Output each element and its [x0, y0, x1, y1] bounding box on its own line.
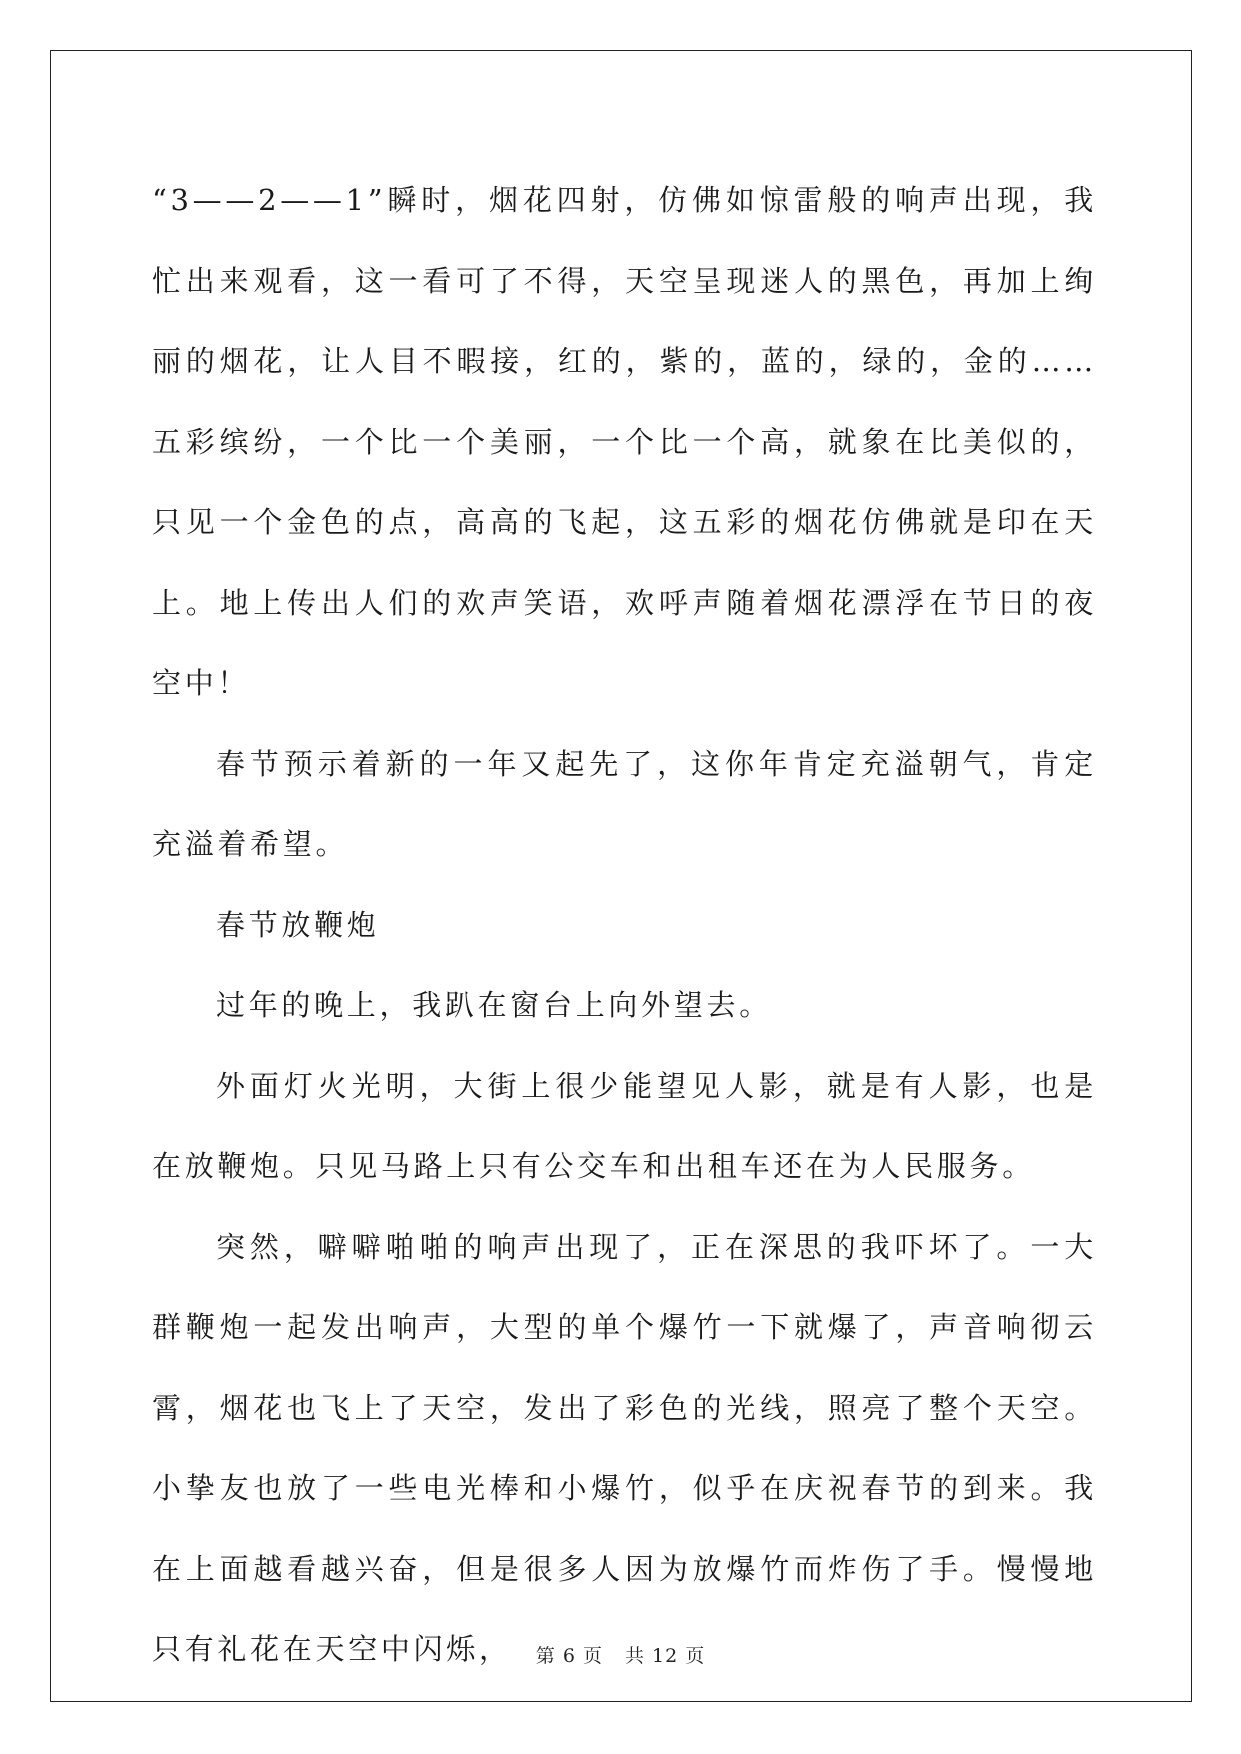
- paragraph-4: 外面灯火光明，大街上很少能望见人影，就是有人影，也是在放鞭炮。只见马路上只有公交车和出租车还在为人民服务。: [152, 1068, 1097, 1183]
- paragraph-5: 突然，噼噼啪啪的响声出现了，正在深思的我吓坏了。一大群鞭炮一起发出响声，大型的单个爆竹一下就爆了，声音响彻云霄，烟花也飞上了天空，发出了彩色的光线，照亮了整个天空。小挚友也放了一些电光棒和小爆竹，似乎在庆祝春节的到来。我在上面越看越兴奋，但是很多人因为放爆竹而炸伤了手。慢慢地只有礼花在天空中闪烁，: [152, 1229, 1097, 1666]
- document-body: [152, 160, 1097, 1690]
- paragraph-1: “3——2——1”瞬时，烟花四射，仿佛如惊雷般的响声出现，我忙出来观看，这一看可了不得，天空呈现迷人的黑色，再加上绚丽的烟花，让人目不暇接，红的，紫的，蓝的，绿的，金的……五彩缤纷，一个比一个美丽，一个比一个高，就象在比美似的，只见一个金色的点，高高的飞起，这五彩的烟花仿佛就是印在天上。地上传出人们的欢声笑语，欢呼声随着烟花漂浮在节日的夜空中！: [152, 183, 1097, 700]
- page-total: 共 12 页: [624, 1645, 706, 1667]
- page-footer: [0, 1641, 1241, 1668]
- paragraph-3: 过年的晚上，我趴在窗台上向外望去。: [216, 988, 772, 1022]
- page-number: 第 6 页: [535, 1645, 603, 1667]
- section-heading: 春节放鞭炮: [216, 907, 380, 942]
- paragraph-2: 春节预示着新的一年又起先了，这你年肯定充溢朝气，肯定充溢着希望。: [152, 746, 1097, 861]
